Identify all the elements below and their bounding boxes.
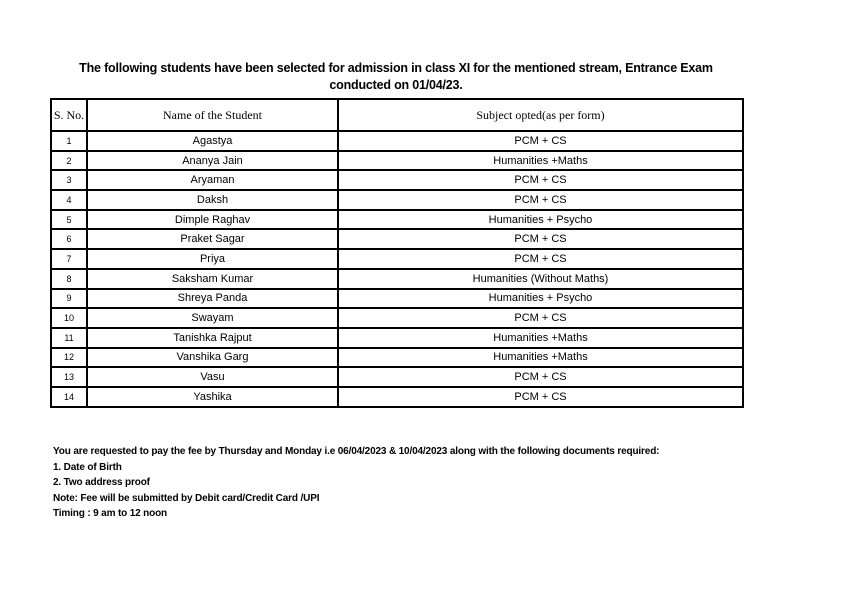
table-row	[51, 348, 743, 368]
table-row	[51, 387, 743, 407]
document-item: 2. Two address proof	[53, 477, 150, 488]
cell-student-name: Aryaman	[87, 170, 338, 190]
table-row	[51, 131, 743, 151]
cell-subject: PCM + CS	[338, 170, 743, 190]
timing-text: Timing : 9 am to 12 noon	[53, 508, 168, 519]
heading-line-2: conducted on 01/04/23.	[329, 78, 463, 92]
selected-students-table	[50, 98, 744, 408]
cell-student-name: Shreya Panda	[87, 289, 338, 309]
cell-student-name: Ananya Jain	[87, 151, 338, 171]
cell-subject: Humanities (Without Maths)	[338, 269, 743, 289]
cell-subject: PCM + CS	[338, 308, 743, 328]
table-row	[51, 190, 743, 210]
cell-subject: PCM + CS	[338, 249, 743, 269]
document-item: 1. Date of Birth	[53, 461, 122, 473]
document-heading	[40, 60, 752, 94]
cell-student-name: Tanishka Rajput	[87, 328, 338, 348]
cell-sno: 4	[51, 190, 87, 210]
payment-note: Note: Fee will be submitted by Debit card/Credit Card /UPI	[53, 492, 320, 504]
table-header-row	[51, 99, 743, 131]
table-row	[51, 249, 743, 269]
table-row	[51, 308, 743, 328]
cell-subject: Humanities + Psycho	[338, 289, 743, 309]
header-sno: S. No.	[51, 99, 87, 131]
cell-sno: 10	[51, 308, 87, 328]
fee-instructions	[53, 444, 793, 522]
table-row	[51, 210, 743, 230]
table-row	[51, 367, 743, 387]
cell-student-name: Swayam	[87, 308, 338, 328]
cell-sno: 2	[51, 151, 87, 171]
cell-student-name: Priya	[87, 249, 338, 269]
cell-subject: PCM + CS	[338, 131, 743, 151]
fee-instruction-text: You are requested to pay the fee by Thursday and Monday i.e 06/04/2023 & 10/04/2023 along with the following documents required:	[53, 446, 660, 457]
cell-student-name: Dimple Raghav	[87, 210, 338, 230]
table-row	[51, 170, 743, 190]
cell-sno: 1	[51, 131, 87, 151]
table-row	[51, 151, 743, 171]
cell-sno: 7	[51, 249, 87, 269]
cell-subject: Humanities +Maths	[338, 328, 743, 348]
cell-sno: 11	[51, 328, 87, 348]
heading-line-1: The following students have been selected for admission in class XI for the mentioned stream, Entrance Exam	[79, 61, 713, 75]
cell-sno: 3	[51, 170, 87, 190]
cell-sno: 8	[51, 269, 87, 289]
cell-student-name: Daksh	[87, 190, 338, 210]
table-body	[51, 131, 743, 407]
table-row	[51, 269, 743, 289]
cell-subject: PCM + CS	[338, 190, 743, 210]
cell-student-name: Agastya	[87, 131, 338, 151]
cell-sno: 9	[51, 289, 87, 309]
cell-student-name: Vanshika Garg	[87, 348, 338, 368]
cell-subject: PCM + CS	[338, 229, 743, 249]
cell-subject: Humanities + Psycho	[338, 210, 743, 230]
cell-sno: 13	[51, 367, 87, 387]
cell-subject: PCM + CS	[338, 367, 743, 387]
cell-student-name: Yashika	[87, 387, 338, 407]
table-row	[51, 328, 743, 348]
cell-sno: 6	[51, 229, 87, 249]
cell-subject: Humanities +Maths	[338, 151, 743, 171]
table-row	[51, 229, 743, 249]
cell-sno: 14	[51, 387, 87, 407]
header-name: Name of the Student	[87, 99, 338, 131]
cell-student-name: Vasu	[87, 367, 338, 387]
cell-sno: 5	[51, 210, 87, 230]
cell-subject: Humanities +Maths	[338, 348, 743, 368]
table-row	[51, 289, 743, 309]
cell-sno: 12	[51, 348, 87, 368]
cell-student-name: Saksham Kumar	[87, 269, 338, 289]
cell-subject: PCM + CS	[338, 387, 743, 407]
header-subject: Subject opted(as per form)	[338, 99, 743, 131]
cell-student-name: Praket Sagar	[87, 229, 338, 249]
